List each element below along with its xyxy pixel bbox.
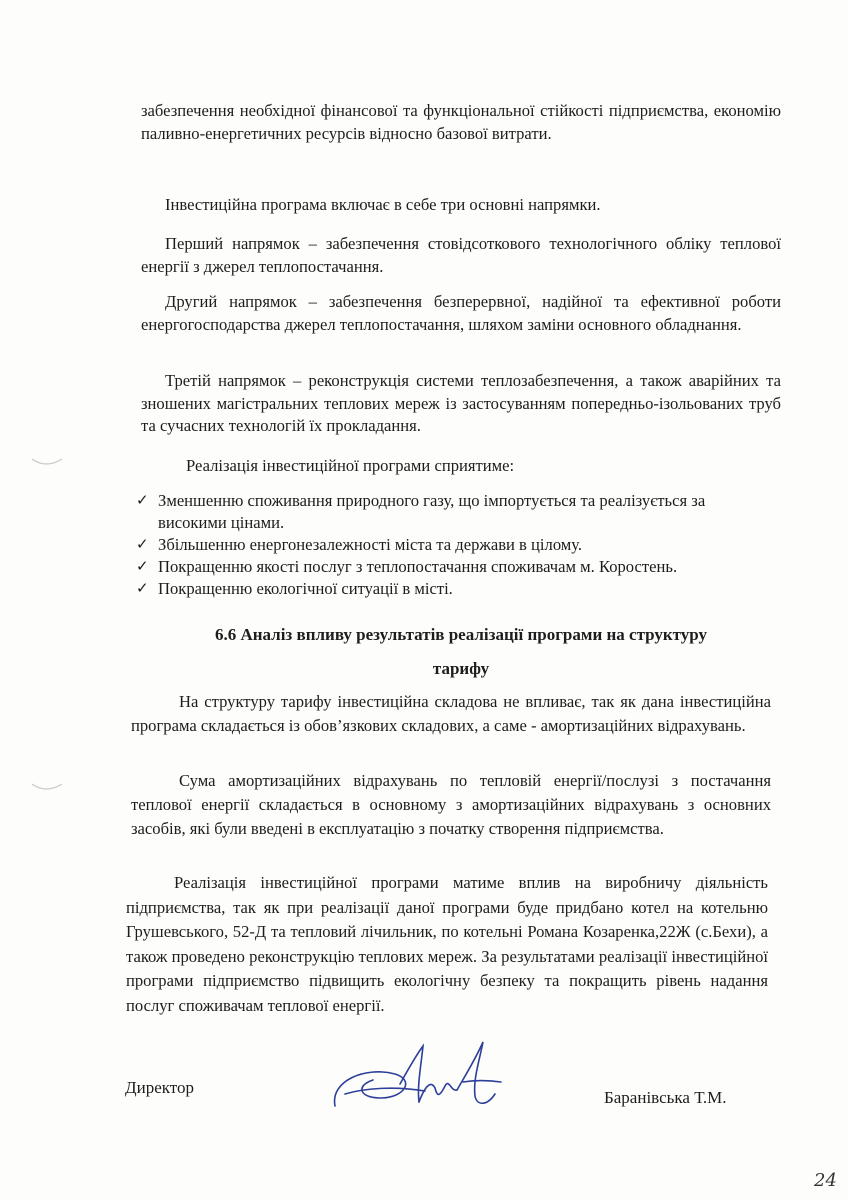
paragraph-impact: Реалізація інвестиційної програми матиме вплив на виробничу діяльність підприємства, так як при реалізації даної програми буде придбано котел на котельню Грушевського, 52-Д та тепловий лічильник, по котельні Романа Козаренка,22Ж (с.Бехи), а також проведено реконструкцію теплових мереж. За результатами реалізації інвестиційної програми підприємство підвищить екологічну безпеку та покращить рівень надання послуг споживачам теплової енергії. bbox=[126, 873, 768, 1015]
checkmark-icon: ✓ bbox=[136, 537, 149, 553]
benefits-list bbox=[136, 490, 776, 600]
paragraph-second-direction: Другий напрямок – забезпечення безперервної, надійної та ефективної роботи енергогосподарства джерел теплопостачання, шляхом заміни основного обладнання. bbox=[141, 292, 781, 334]
paragraph-depreciation: Сума амортизаційних відрахувань по тепловій енергії/послузі з постачання теплової енергії складається в основному з амортизаційних відрахувань з основних засобів, які були введені в експлуатацію з початку створення підприємства. bbox=[131, 771, 771, 838]
scan-mark bbox=[30, 780, 64, 794]
signer-role: Директор bbox=[125, 1078, 194, 1097]
paragraph-intro: забезпечення необхідної фінансової та функціональної стійкості підприємства, економію паливно-енергетичних ресурсів відносно базової витрати. bbox=[141, 101, 781, 143]
page-number: 24 bbox=[814, 1170, 837, 1191]
paragraph-directions: Інвестиційна програма включає в себе три основні напрямки. bbox=[165, 195, 601, 214]
checkmark-icon: ✓ bbox=[136, 581, 149, 597]
paragraph-tariff-structure: На структуру тарифу інвестиційна складова не впливає, так як дана інвестиційна програма складається із обов’язкових складових, а саме - амортизаційних відрахувань. bbox=[131, 692, 771, 735]
section-heading: 6.6 Аналіз впливу результатів реалізації програми на структуру bbox=[214, 625, 708, 644]
scan-mark bbox=[30, 455, 64, 469]
section-heading-continued: тарифу bbox=[432, 659, 490, 678]
paragraph-first-direction: Перший напрямок – забезпечення стовідсоткового технологічного обліку теплової енергії з джерел теплопостачання. bbox=[141, 234, 781, 276]
paragraph-third-direction: Третій напрямок – реконструкція системи теплозабезпечення, а також аварійних та зношених магістральних теплових мереж із застосуванням попередньо-ізольованих труб та сучасних технологій їх прокладання. bbox=[141, 371, 781, 435]
checkmark-icon: ✓ bbox=[136, 493, 149, 509]
handwritten-signature bbox=[325, 1036, 515, 1126]
list-item: ✓ Покращенню якості послуг з теплопостачання споживачам м. Коростень. bbox=[136, 557, 678, 576]
signer-name: Баранівська Т.М. bbox=[604, 1088, 727, 1107]
list-item: ✓ Покращенню екологічної ситуації в місті. bbox=[136, 579, 453, 598]
list-item: ✓ Зменшенню споживання природного газу, що імпортується та реалізується за високими цінами. bbox=[136, 491, 706, 532]
checkmark-icon: ✓ bbox=[136, 559, 149, 575]
list-item: ✓ Збільшенню енергонезалежності міста та держави в цілому. bbox=[136, 535, 583, 554]
paragraph-implementation: Реалізація інвестиційної програми сприятиме: bbox=[186, 456, 515, 475]
